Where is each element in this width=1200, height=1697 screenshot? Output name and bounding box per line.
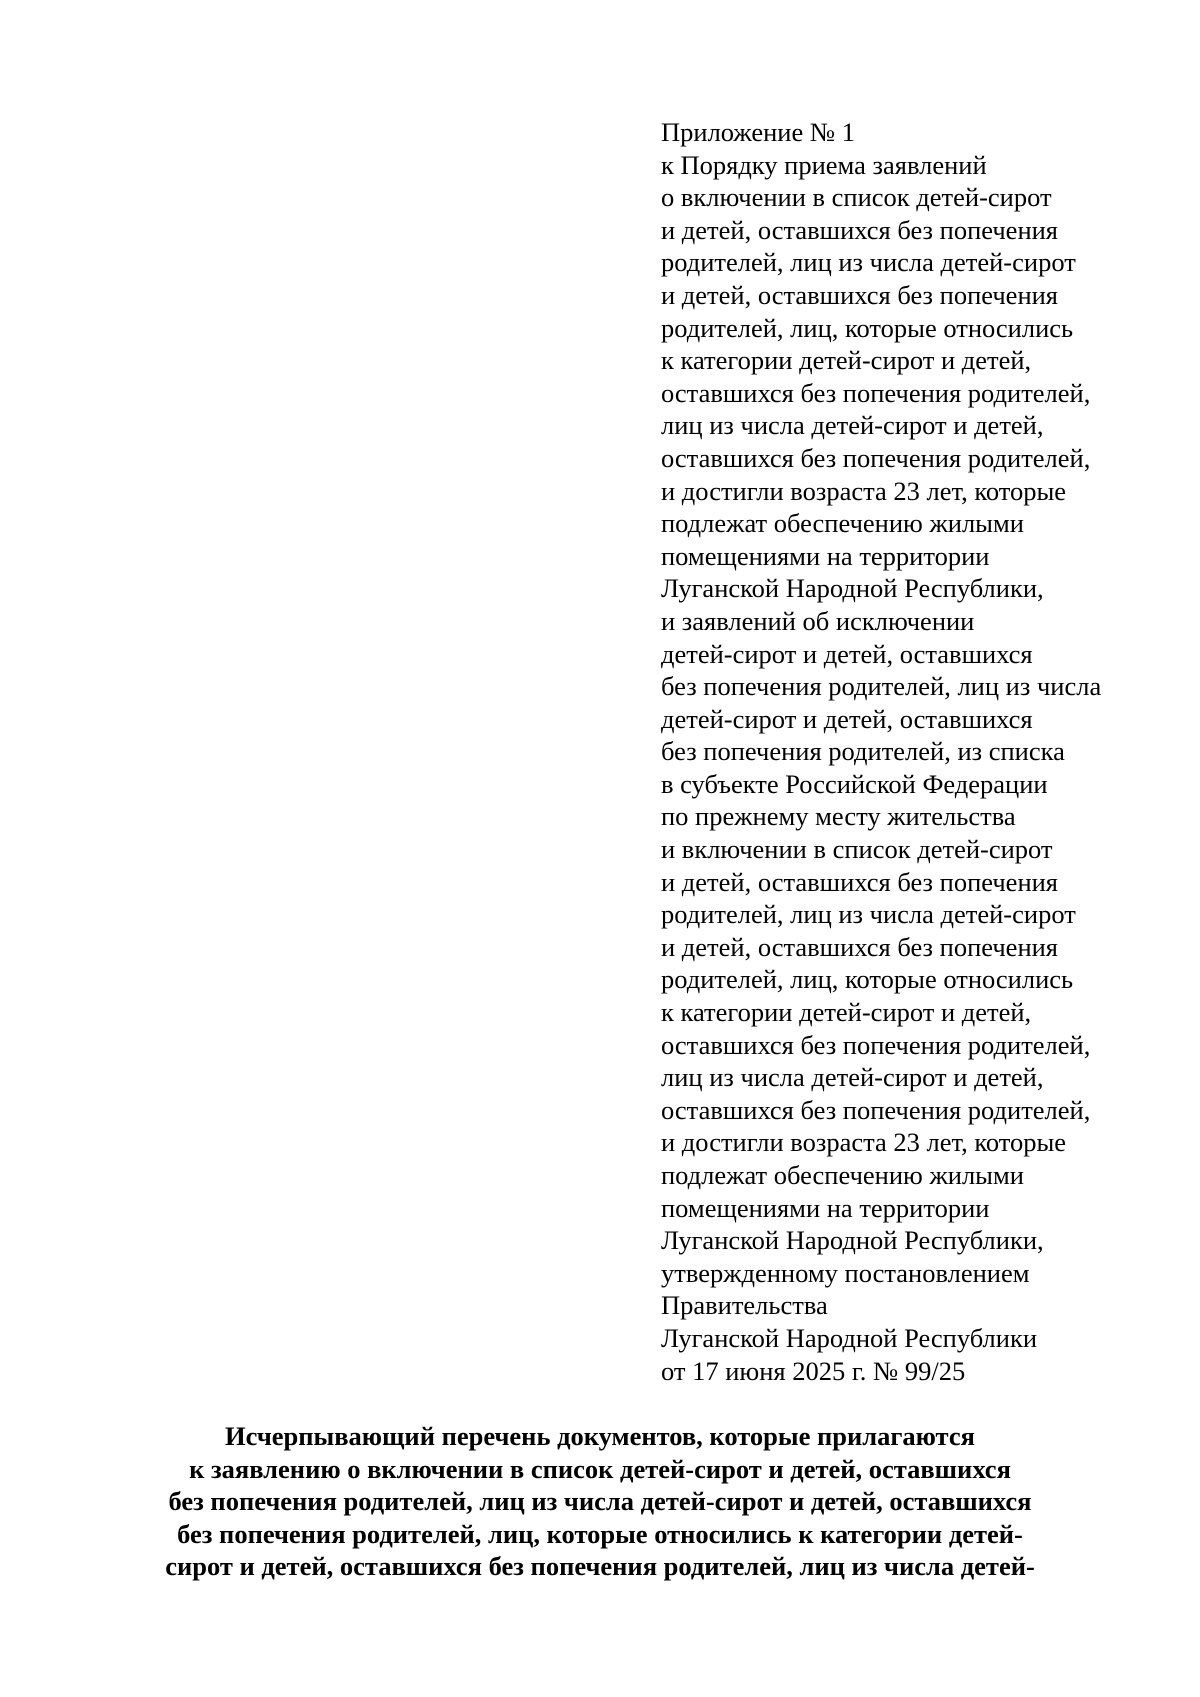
appendix-line: и детей, оставшихся без попечения <box>661 279 1058 310</box>
appendix-line: и детей, оставшихся без попечения <box>661 214 1058 245</box>
heading-line: сирот и детей, оставшихся без попечения родителей, лиц из числа детей- <box>165 1551 1035 1582</box>
appendix-line: Луганской Народной Республики, <box>661 1225 1044 1256</box>
appendix-line: родителей, лиц, которые относились <box>661 312 1074 343</box>
appendix-line: о включении в список детей-сирот <box>661 182 1052 213</box>
appendix-line: родителей, лиц из числа детей-сирот <box>661 247 1076 278</box>
appendix-line: и включении в список детей-сирот <box>661 834 1053 865</box>
appendix-line: лиц из числа детей-сирот и детей, <box>661 410 1044 441</box>
appendix-line: утвержденному постановлением <box>661 1257 1030 1288</box>
heading-line: без попечения родителей, лиц из числа детей-сирот и детей, оставшихся <box>168 1486 1032 1517</box>
appendix-line: без попечения родителей, из списка <box>661 736 1065 767</box>
appendix-line: подлежат обеспечению жилыми <box>661 508 1024 539</box>
appendix-line: и достигли возраста 23 лет, которые <box>661 1127 1067 1158</box>
appendix-line: от 17 июня 2025 г. № 99/25 <box>661 1355 966 1386</box>
heading-line: Исчерпывающий перечень документов, которые прилагаются <box>225 1421 975 1451</box>
appendix-line: в субъекте Российской Федерации <box>661 768 1048 799</box>
appendix-line: по прежнему месту жительства <box>661 801 1016 832</box>
appendix-line: оставшихся без попечения родителей, <box>661 442 1091 473</box>
appendix-line: лиц из числа детей-сирот и детей, <box>661 1062 1044 1093</box>
appendix-line: без попечения родителей, лиц из числа <box>661 671 1102 702</box>
document-heading <box>150 1420 1050 1583</box>
appendix-line: помещениями на территории <box>661 540 990 571</box>
appendix-line: Правительства <box>661 1290 828 1321</box>
appendix-line: к Порядку приема заявлений <box>661 149 987 180</box>
appendix-line: оставшихся без попечения родителей, <box>661 377 1091 408</box>
appendix-line: родителей, лиц из числа детей-сирот <box>661 899 1076 930</box>
appendix-line: Приложение № 1 <box>661 117 856 147</box>
appendix-line: подлежат обеспечению жилыми <box>661 1160 1024 1190</box>
appendix-line: и заявлений об исключении <box>661 605 975 636</box>
appendix-line: оставшихся без попечения родителей, <box>661 1094 1091 1125</box>
appendix-line: и детей, оставшихся без попечения <box>661 931 1058 962</box>
appendix-line: помещениями на территории <box>661 1192 990 1223</box>
appendix-line: Луганской Народной Республики, <box>661 573 1044 604</box>
appendix-line: детей-сирот и детей, оставшихся <box>661 703 1033 734</box>
appendix-line: к категории детей-сирот и детей, <box>661 997 1032 1028</box>
heading-line: без попечения родителей, лиц, которые относились к категории детей- <box>177 1518 1023 1549</box>
appendix-line: детей-сирот и детей, оставшихся <box>661 638 1033 669</box>
appendix-line: Луганской Народной Республики <box>661 1322 1038 1353</box>
appendix-line: родителей, лиц, которые относились <box>661 964 1074 995</box>
appendix-reference-block <box>661 116 1181 1387</box>
appendix-line: и детей, оставшихся без попечения <box>661 866 1058 897</box>
appendix-line: к категории детей-сирот и детей, <box>661 345 1032 376</box>
appendix-line: и достигли возраста 23 лет, которые <box>661 475 1067 506</box>
appendix-line: оставшихся без попечения родителей, <box>661 1029 1091 1060</box>
heading-line: к заявлению о включении в список детей-сирот и детей, оставшихся <box>189 1453 1011 1484</box>
